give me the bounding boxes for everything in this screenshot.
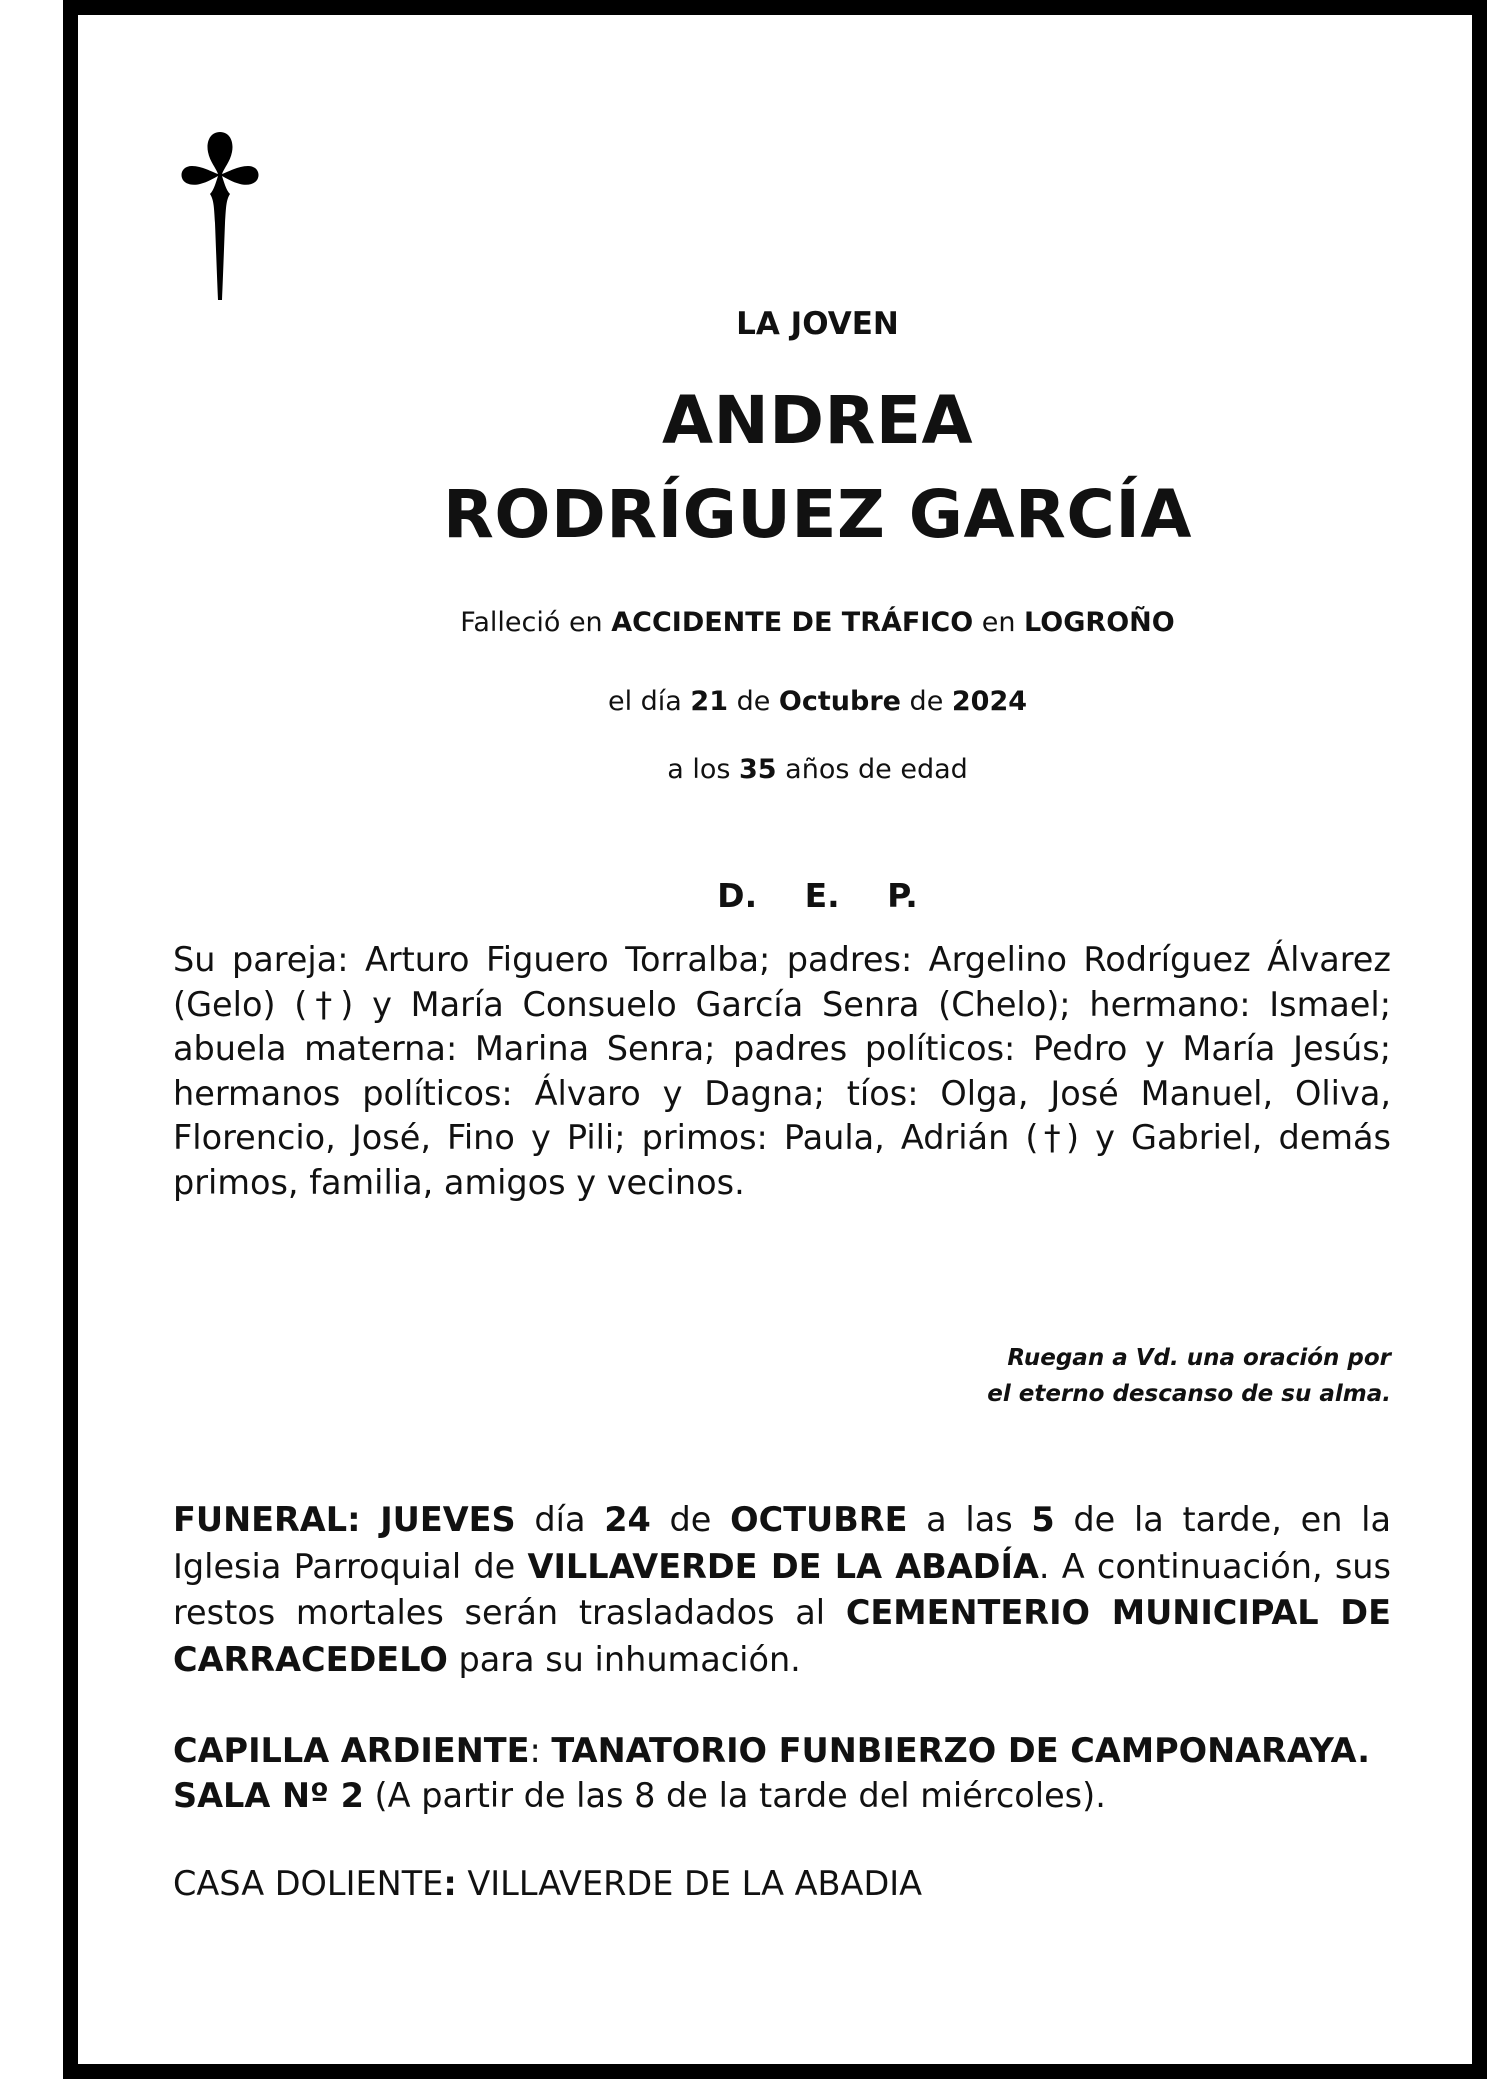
capilla-ardiente [173, 1728, 1391, 1818]
capilla-line-1 [173, 1728, 1391, 1773]
family-paragraph: Su pareja: Arturo Figuero Torralba; padres: Argelino Rodríguez Álvarez (Gelo) (†) y María Consuelo García Senra (Chelo); hermano: Ismael; abuela materna: Marina Senra; padres políticos: Pedro y María Jesús; hermanos políticos: Álvaro y Dagna; tíos: Olga, José Manuel, Oliva, Florencio, José, Fino y Pili; primos: Paula, Adrián (†) y Gabriel, demás primos, familia, amigos y vecinos. [173, 940, 1391, 1202]
text-segment: LOGROÑO [1024, 607, 1175, 638]
text-segment: CAPILLA ARDIENTE [173, 1731, 530, 1770]
text-segment: CASA DOLIENTE [173, 1864, 444, 1903]
text-segment: para su inhumación. [447, 1639, 801, 1679]
text-segment: 5 [1031, 1500, 1055, 1539]
prayer-line-1: Ruegan a Vd. una oración por [1007, 1345, 1391, 1371]
text-segment: : [529, 1731, 552, 1770]
cross-icon [178, 128, 262, 304]
text-segment: de [900, 686, 952, 717]
text-segment: 24 [604, 1500, 651, 1539]
text-segment: a las [907, 1500, 1032, 1539]
text-segment: 2024 [951, 686, 1028, 717]
casa-doliente [173, 1862, 1391, 1907]
death-cause-line [300, 607, 1335, 638]
title-label: LA JOVEN [736, 306, 899, 342]
text-segment: FUNERAL: JUEVES [173, 1500, 516, 1539]
text-segment: día [515, 1500, 605, 1539]
text-segment: OCTUBRE [730, 1500, 908, 1539]
text-segment: 21 [690, 686, 728, 717]
text-segment: de [728, 686, 779, 717]
text-segment: años de edad [776, 754, 968, 785]
deceased-surnames: RODRÍGUEZ GARCÍA [443, 476, 1192, 553]
text-segment: (A partir de las 8 de la tarde del miércoles). [363, 1776, 1106, 1815]
capilla-line-2 [173, 1773, 1391, 1818]
text-segment: VILLAVERDE DE LA ABADÍA [527, 1546, 1039, 1586]
text-segment: TANATORIO FUNBIERZO DE CAMPONARAYA. [551, 1731, 1370, 1770]
text-segment: CEMENTERIO MUNICIPAL DE CARRACEDELO [173, 1593, 1392, 1679]
text-segment: VILLAVERDE DE LA ABADIA [456, 1864, 923, 1903]
text-segment: 35 [739, 754, 777, 785]
text-segment: Octubre [778, 686, 901, 717]
funeral-paragraph [173, 1497, 1391, 1683]
text-segment: Falleció en [460, 607, 612, 638]
text-segment: SALA Nº 2 [173, 1776, 364, 1815]
text-segment: a los [667, 754, 740, 785]
prayer-text [987, 1340, 1391, 1412]
dep-label: D. E. P. [717, 876, 918, 915]
age-line [300, 754, 1335, 785]
text-segment: de la tarde, en la Iglesia Parroquial de [173, 1500, 1391, 1586]
text-segment: : [443, 1864, 457, 1903]
text-segment: ACCIDENTE DE TRÁFICO [611, 607, 974, 638]
death-date-line [300, 686, 1335, 717]
text-segment: el día [607, 686, 691, 717]
prayer-line-2: el eterno descanso de su alma. [987, 1381, 1391, 1407]
text-segment: en [973, 607, 1025, 638]
deceased-first-name: ANDREA [661, 382, 974, 459]
text-segment: de [650, 1500, 731, 1539]
text-segment: . A continuación, sus restos mortales serán trasladados al [173, 1546, 1391, 1632]
